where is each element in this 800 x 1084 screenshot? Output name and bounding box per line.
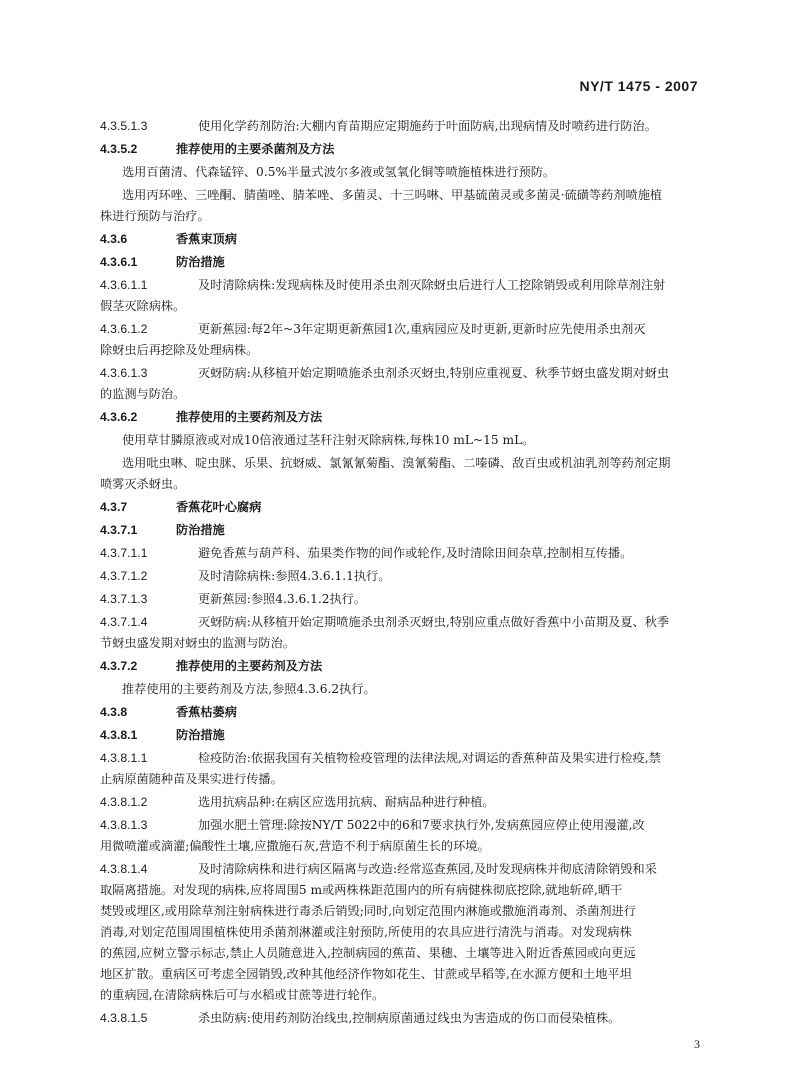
text-line xyxy=(100,116,706,137)
text-line xyxy=(100,296,706,317)
clause xyxy=(100,363,706,405)
heading-line xyxy=(100,520,706,541)
section-title: 防治措施 xyxy=(176,523,225,537)
text-line xyxy=(100,340,706,361)
section-title: 推荐使用的主要杀菌剂及方法 xyxy=(176,142,335,156)
section-title: 防治措施 xyxy=(176,255,225,269)
text-line xyxy=(100,319,706,340)
clause-number: 4.3.6.1.1 xyxy=(100,278,148,292)
clause xyxy=(100,319,706,361)
text-line xyxy=(100,792,706,813)
line-text: 更新蕉园:参照4.3.6.1.2执行。 xyxy=(198,592,367,606)
line-text: 地区扩散。重病区可考虑全园销毁,改种其他经济作物如花生、甘蔗或旱稻等,在水源方便和土地平坦 xyxy=(100,967,632,981)
line-text: 推荐使用的主要药剂及方法,参照4.3.6.2执行。 xyxy=(122,682,376,696)
clause xyxy=(100,275,706,317)
text-line xyxy=(100,384,706,405)
section-title: 香蕉枯萎病 xyxy=(176,705,237,719)
clause xyxy=(100,815,706,857)
line-text: 更新蕉园:每2年~3年定期更新蕉园1次,重病园应及时更新,更新时应先使用杀虫剂灭 xyxy=(198,322,646,336)
clause-number: 4.3.6.1.3 xyxy=(100,366,148,380)
heading-line xyxy=(100,407,706,428)
section-number: 4.3.7.2 xyxy=(100,659,138,673)
text-line xyxy=(100,859,706,880)
section-heading xyxy=(100,725,706,746)
paragraph xyxy=(100,162,706,183)
heading-line xyxy=(100,702,706,723)
text-line xyxy=(100,943,706,964)
text-line xyxy=(100,964,706,985)
section-number: 4.3.5.2 xyxy=(100,142,138,156)
section-number: 4.3.8 xyxy=(100,705,128,719)
section-heading xyxy=(100,702,706,723)
line-text: 灭蚜防病:从移植开始定期喷施杀虫剂杀灭蚜虫,特别应重视夏、秋季节蚜虫盛发期对蚜虫 xyxy=(198,366,670,380)
clause-number: 4.3.8.1.3 xyxy=(100,818,148,832)
text-line xyxy=(100,589,706,610)
text-line xyxy=(100,633,706,654)
text-line xyxy=(100,748,706,769)
line-text: 除蚜虫后再挖除及处理病株。 xyxy=(100,343,259,357)
line-text: 止病原菌随种苗及果实进行传播。 xyxy=(100,772,283,786)
section-number: 4.3.7 xyxy=(100,500,128,514)
heading-line xyxy=(100,252,706,273)
line-text: 消毒,对划定范围周围植株使用杀菌剂淋灌或注射预防,所使用的农具应进行清洗与消毒。对发现病株 xyxy=(100,925,632,939)
line-text: 杀虫防病:使用药剂防治线虫,控制病原菌通过线虫为害造成的伤口而侵染植株。 xyxy=(198,1011,621,1025)
section-number: 4.3.6.1 xyxy=(100,255,138,269)
section-title: 推荐使用的主要药剂及方法 xyxy=(176,659,323,673)
section-title: 推荐使用的主要药剂及方法 xyxy=(176,410,323,424)
line-text: 选用丙环唑、三唑酮、腈菌唑、腈苯唑、多菌灵、十三吗啉、甲基硫菌灵或多菌灵·硫磺等药剂喷施植 xyxy=(122,188,663,202)
line-text: 株进行预防与治疗。 xyxy=(100,209,210,223)
clause-number: 4.3.8.1.1 xyxy=(100,751,148,765)
text-line xyxy=(100,880,706,901)
heading-line xyxy=(100,139,706,160)
line-text: 及时清除病株:发现病株及时使用杀虫剂灭除蚜虫后进行人工挖除销毁或利用除草剂注射 xyxy=(198,278,666,292)
text-line xyxy=(100,363,706,384)
section-heading xyxy=(100,407,706,428)
line-text: 的蕉园,应树立警示标志,禁止人员随意进入,控制病园的蕉苗、果穗、土壤等进入附近香蕉园或向更远 xyxy=(100,946,636,960)
section-title: 防治措施 xyxy=(176,728,225,742)
clause-number: 4.3.5.1.3 xyxy=(100,119,148,133)
line-text: 灭蚜防病:从移植开始定期喷施杀虫剂杀灭蚜虫,特别应重点做好香蕉中小苗期及夏、秋季 xyxy=(198,615,670,629)
line-text: 取隔离措施。对发现的病株,应将周围5 m或两株株距范围内的所有病健株彻底挖除,就地斩碎,晒干 xyxy=(100,883,623,897)
clause-number: 4.3.8.1.5 xyxy=(100,1011,148,1025)
section-heading xyxy=(100,139,706,160)
section-heading xyxy=(100,497,706,518)
line-text: 选用百菌清、代森锰锌、0.5%半量式波尔多液或氢氧化铜等喷施植株进行预防。 xyxy=(122,165,556,179)
paragraph xyxy=(100,453,706,495)
text-line xyxy=(100,612,706,633)
text-line xyxy=(100,185,706,206)
paragraph xyxy=(100,679,706,700)
clause xyxy=(100,748,706,790)
text-line xyxy=(100,922,706,943)
clause-number: 4.3.7.1.1 xyxy=(100,546,148,560)
clause xyxy=(100,612,706,654)
clause xyxy=(100,1008,706,1029)
section-heading xyxy=(100,252,706,273)
clause xyxy=(100,116,706,137)
document-body xyxy=(100,116,706,1031)
line-text: 用微喷灌或滴灌;偏酸性土壤,应撒施石灰,营造不利于病原菌生长的环境。 xyxy=(100,839,490,853)
clause xyxy=(100,566,706,587)
line-text: 假茎灭除病株。 xyxy=(100,299,186,313)
line-text: 使用草甘膦原液或对成10倍液通过茎秆注射灭除病株,每株10 mL~15 mL。 xyxy=(122,433,535,447)
text-line xyxy=(100,836,706,857)
line-text: 选用吡虫啉、啶虫脒、乐果、抗蚜威、氯氰氰菊酯、溴氰菊酯、二嗪磷、敌百虫或机油乳剂等药剂定期 xyxy=(122,456,671,470)
text-line xyxy=(100,679,706,700)
text-line xyxy=(100,1008,706,1029)
line-text: 选用抗病品种:在病区应选用抗病、耐病品种进行种植。 xyxy=(198,795,495,809)
paragraph xyxy=(100,185,706,227)
text-line xyxy=(100,162,706,183)
text-line xyxy=(100,815,706,836)
clause-number: 4.3.8.1.2 xyxy=(100,795,148,809)
page-number: 3 xyxy=(694,1037,700,1051)
line-text: 的重病园,在清除病株后可与水稻或甘蔗等进行轮作。 xyxy=(100,988,385,1002)
clause xyxy=(100,792,706,813)
clause-number: 4.3.8.1.4 xyxy=(100,862,148,876)
heading-line xyxy=(100,229,706,250)
clause-number: 4.3.7.1.2 xyxy=(100,569,148,583)
line-text: 的监测与防治。 xyxy=(100,387,186,401)
section-number: 4.3.8.1 xyxy=(100,728,138,742)
text-line xyxy=(100,430,706,451)
section-heading xyxy=(100,656,706,677)
clause-number: 4.3.7.1.3 xyxy=(100,592,148,606)
line-text: 节蚜虫盛发期对蚜虫的监测与防治。 xyxy=(100,636,295,650)
line-text: 避免香蕉与葫芦科、茄果类作物的间作或轮作,及时清除田间杂草,控制相互传播。 xyxy=(198,546,633,560)
line-text: 使用化学药剂防治:大棚内育苗期应定期施药于叶面防病,出现病情及时喷药进行防治。 xyxy=(198,119,657,133)
clause xyxy=(100,589,706,610)
section-number: 4.3.7.1 xyxy=(100,523,138,537)
text-line xyxy=(100,566,706,587)
text-line xyxy=(100,543,706,564)
text-line xyxy=(100,901,706,922)
text-line xyxy=(100,453,706,474)
line-text: 喷雾灭杀蚜虫。 xyxy=(100,477,186,491)
standard-code-header: NY/T 1475 - 2007 xyxy=(579,78,698,94)
line-text: 及时清除病株:参照4.3.6.1.1执行。 xyxy=(198,569,391,583)
text-line xyxy=(100,985,706,1006)
line-text: 及时清除病株和进行病区隔离与改造:经常巡查蕉园,及时发现病株并彻底清除销毁和采 xyxy=(198,862,657,876)
line-text: 检疫防治:依据我国有关植物检疫管理的法律法规,对调运的香蕉种苗及果实进行检疫,禁 xyxy=(198,751,661,765)
text-line xyxy=(100,474,706,495)
heading-line xyxy=(100,725,706,746)
line-text: 加强水肥土管理:除按NY/T 5022中的6和7要求执行外,发病蕉园应停止使用漫灌,改 xyxy=(198,818,645,832)
text-line xyxy=(100,275,706,296)
section-number: 4.3.6 xyxy=(100,232,128,246)
heading-line xyxy=(100,656,706,677)
clause xyxy=(100,859,706,1006)
line-text: 焚毁或埋区,或用除草剂注射病株进行毒杀后销毁;同时,向划定范围内淋施或撒施消毒剂、杀菌剂进行 xyxy=(100,904,636,918)
section-title: 香蕉花叶心腐病 xyxy=(176,500,262,514)
section-heading xyxy=(100,229,706,250)
text-line xyxy=(100,206,706,227)
section-heading xyxy=(100,520,706,541)
clause-number: 4.3.7.1.4 xyxy=(100,615,148,629)
clause xyxy=(100,543,706,564)
paragraph xyxy=(100,430,706,451)
heading-line xyxy=(100,497,706,518)
clause-number: 4.3.6.1.2 xyxy=(100,322,148,336)
section-number: 4.3.6.2 xyxy=(100,410,138,424)
section-title: 香蕉束顶病 xyxy=(176,232,237,246)
text-line xyxy=(100,769,706,790)
